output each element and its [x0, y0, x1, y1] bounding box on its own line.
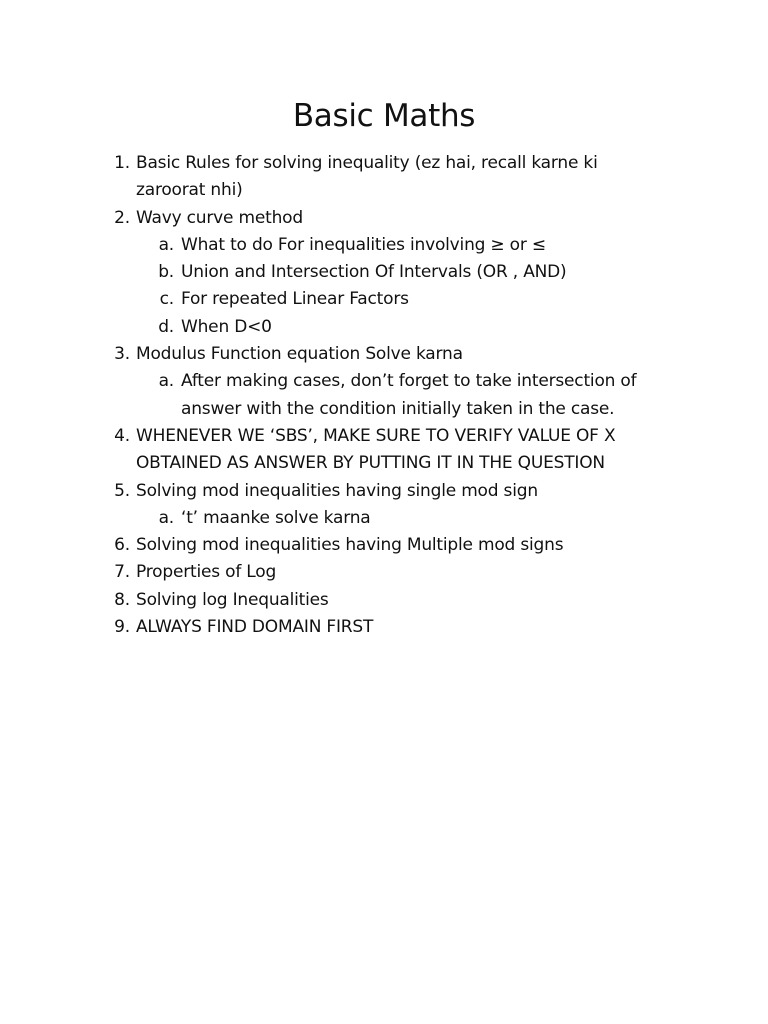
sub-list-letter: b.: [158, 262, 174, 283]
sub-list-item-text: Union and Intersection Of Intervals (OR , AND): [181, 262, 567, 283]
list-number: 5.: [114, 480, 130, 501]
sub-list-item: [136, 505, 668, 532]
list-number: 7.: [114, 562, 130, 583]
list-item: [0, 532, 768, 559]
list-item-text: Modulus Function equation Solve karna: [136, 344, 463, 365]
sub-list-item: [136, 259, 668, 286]
sub-list-item: [136, 368, 668, 423]
sub-list-item: [136, 232, 668, 259]
sub-list-letter: a.: [158, 507, 174, 528]
list-item-text: Basic Rules for solving inequality (ez hai, recall karne ki zaroorat nhi): [136, 153, 598, 201]
sub-list-letter: a.: [158, 371, 174, 392]
list-item-text: Solving mod inequalities having Multiple mod signs: [136, 535, 564, 556]
sub-list-item-text: What to do For inequalities involving ≥ or ≤: [181, 234, 546, 255]
list-item: [0, 478, 768, 533]
list-item-text: Wavy curve method: [136, 207, 303, 228]
list-item: [0, 150, 768, 205]
sub-list-item-text: For repeated Linear Factors: [181, 289, 409, 310]
list-number: 1.: [114, 153, 130, 173]
list-item: [0, 614, 768, 641]
sub-list-item-text: When D<0: [181, 316, 272, 337]
list-number: 6.: [114, 535, 130, 556]
sub-list-letter: c.: [159, 289, 174, 310]
list-number: 8.: [114, 589, 130, 610]
sub-list-item: [136, 314, 668, 341]
sub-list-item-text: ‘t’ maanke solve karna: [181, 507, 371, 528]
list-item: [0, 341, 768, 423]
sub-list: [136, 368, 668, 423]
list-number: 3.: [114, 344, 130, 365]
list-item: [0, 587, 768, 614]
sub-list-letter: d.: [158, 316, 174, 337]
list-number: 2.: [114, 207, 130, 228]
list-item-text: Solving log Inequalities: [136, 589, 329, 610]
list-item-text: Properties of Log: [136, 562, 277, 583]
list-item-text: Solving mod inequalities having single mod sign: [136, 480, 538, 501]
sub-list-item: [136, 286, 668, 313]
sub-list-letter: a.: [158, 234, 174, 255]
list-item: [0, 205, 768, 341]
sub-list-item-text: After making cases, don’t forget to take intersection of answer with the condition initially taken in the case.: [181, 371, 637, 419]
document-title: Basic Maths: [292, 98, 476, 134]
list-item: [0, 423, 768, 478]
list-number: 4.: [114, 425, 130, 446]
list-item-text: WHENEVER WE ‘SBS’, MAKE SURE TO VERIFY VALUE OF X OBTAINED AS ANSWER BY PUTTING IT IN THE QUESTION: [136, 425, 616, 474]
sub-list: [136, 232, 668, 341]
list-number: 9.: [114, 617, 130, 638]
list-item: [0, 559, 768, 586]
sub-list: [136, 505, 668, 532]
topic-list: [0, 150, 768, 641]
list-item-text: ALWAYS FIND DOMAIN FIRST: [136, 617, 374, 638]
